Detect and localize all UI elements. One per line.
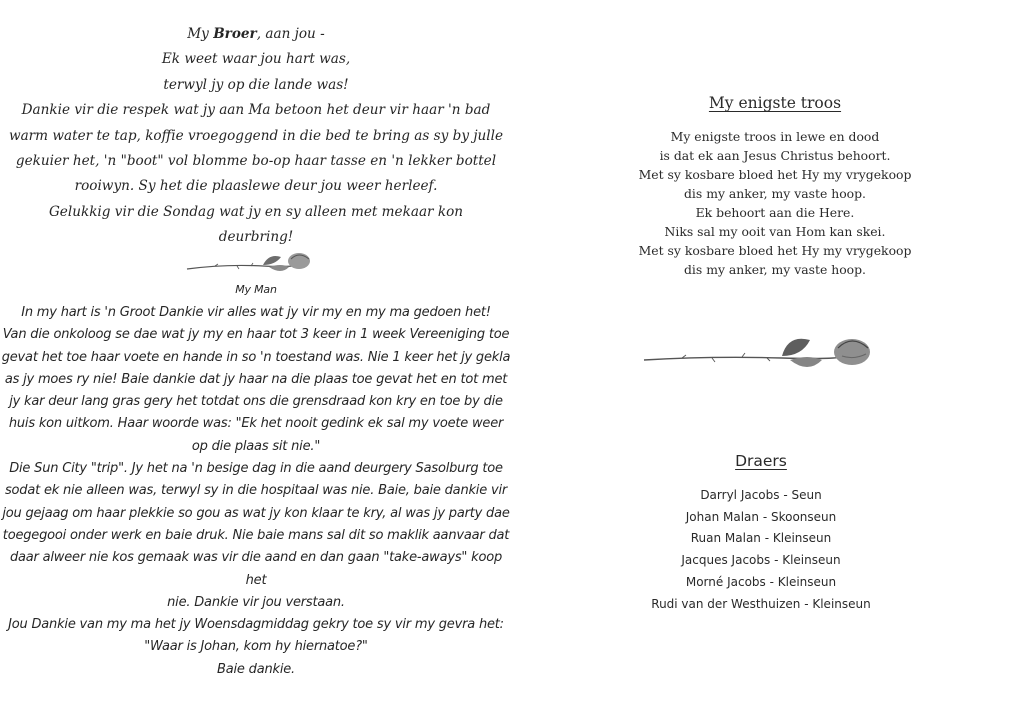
pallbearer-name: Rudi van der Westhuizen - Kleinseun [651, 596, 871, 611]
broer-line: Gelukkig vir die Sondag wat jy en sy alleen met mekaar kon [48, 203, 464, 220]
comfort-poem [519, 127, 1024, 279]
broer-line: warm water te tap, koffie vroegoggend in die bed te bring as sy by julle [8, 127, 504, 144]
man-line: "Waar is Johan, kom hy hiernatoe?" [144, 639, 368, 655]
man-line: Die Sun City "trip". Jy het na 'n besige dag in die aand deurgery Sasolburg toe [9, 461, 503, 477]
pallbearer-name: Darryl Jacobs - Seun [700, 488, 822, 502]
man-line: In my hart is 'n Groot Dankie vir alles wat jy vir my en my ma gedoen het! [21, 305, 491, 320]
poem-line: My enigste troos in lewe en dood [670, 129, 880, 144]
man-line: Baie dankie. [217, 661, 295, 677]
man-line: gevat het toe haar voete en hande in so 'n toestand was. Nie 1 keer het jy gekla [1, 349, 511, 365]
intro-line: My Broer, aan jou - [187, 26, 325, 42]
pallbearer-name: Jacques Jacobs - Kleinseun [681, 553, 841, 568]
poem-line: Met sy kosbare bloed het Hy my vrygekoop [638, 167, 912, 182]
comfort-title: My enigste troos [708, 94, 842, 112]
broer-line: rooiwyn. Sy het die plaaslewe deur jou weer herleef. [74, 178, 438, 195]
broer-line: deurbring! [218, 229, 294, 246]
poem-line: dis my anker, my vaste hoop. [684, 186, 866, 201]
man-line: Jou Dankie van my ma het jy Woensdagmiddag gekry toe sy vir my gevra het: [8, 617, 504, 633]
broer-line: Ek weet waar jou hart was, [161, 51, 351, 68]
right-page [512, 0, 1024, 724]
broer-line: gekuier het, 'n "boot" vol blomme bo-op haar tasse en 'n lekker bottel [15, 153, 497, 170]
man-line: Van die onkoloog se dae wat jy my en haar tot 3 keer in 1 week Vereeniging toe [2, 327, 510, 343]
broer-line: terwyl jy op die lande was! [163, 76, 349, 93]
man-line: jy kar deur lang gras gery het totdat ons die grensdraad kon kry en toe by die [9, 394, 503, 410]
broer-line: Dankie vir die respek wat jy aan Ma betoon het deur vir haar 'n bad [21, 102, 491, 119]
rose-divider-large [642, 330, 882, 380]
man-line: jou gejaag om haar plekkie so gou as wat jy kon klaar te kry, al was jy party dae [2, 505, 510, 521]
poem-line: Niks sal my ooit van Hom kan skei. [664, 224, 886, 239]
man-tribute [0, 302, 512, 681]
broer-tribute [0, 22, 512, 251]
pallbearers-title: Draers [735, 452, 787, 470]
pallbearer-name: Ruan Malan - Kleinseun [690, 531, 832, 546]
rose-divider-small [185, 247, 325, 279]
poem-line: is dat ek aan Jesus Christus behoort. [659, 148, 891, 163]
man-line: huis kon uitkom. Haar woorde was: "Ek het nooit gedink ek sal my voete weer [8, 416, 504, 432]
man-line: sodat ek nie alleen was, terwyl sy in die hospitaal was nie. Baie, baie dankie vir [4, 483, 507, 499]
pallbearer-name: Morné Jacobs - Kleinseun [685, 574, 837, 589]
poem-line: dis my anker, my vaste hoop. [684, 262, 866, 277]
pallbearers-list [505, 485, 1017, 615]
pallbearer-name: Johan Malan - Skoonseun [685, 509, 837, 524]
man-line: daar alweer nie kos gemaak was vir die aand en dan gaan "take-aways" koop het [9, 550, 503, 588]
poem-line: Ek behoort aan die Here. [695, 205, 855, 220]
man-line: as jy moes ry nie! Baie dankie dat jy haar na die plaas toe gevat het en tot met [4, 371, 508, 387]
poem-line: Met sy kosbare bloed het Hy my vrygekoop [638, 243, 912, 258]
my-man-heading: My Man [235, 283, 277, 296]
broer-word: Broer [213, 26, 257, 42]
man-line: op die plaas sit nie." [191, 438, 321, 454]
man-line: toegegooi onder werk en baie druk. Nie baie mans sal dit so maklik aanvaar dat [2, 527, 510, 543]
man-line: nie. Dankie vir jou verstaan. [167, 594, 345, 610]
